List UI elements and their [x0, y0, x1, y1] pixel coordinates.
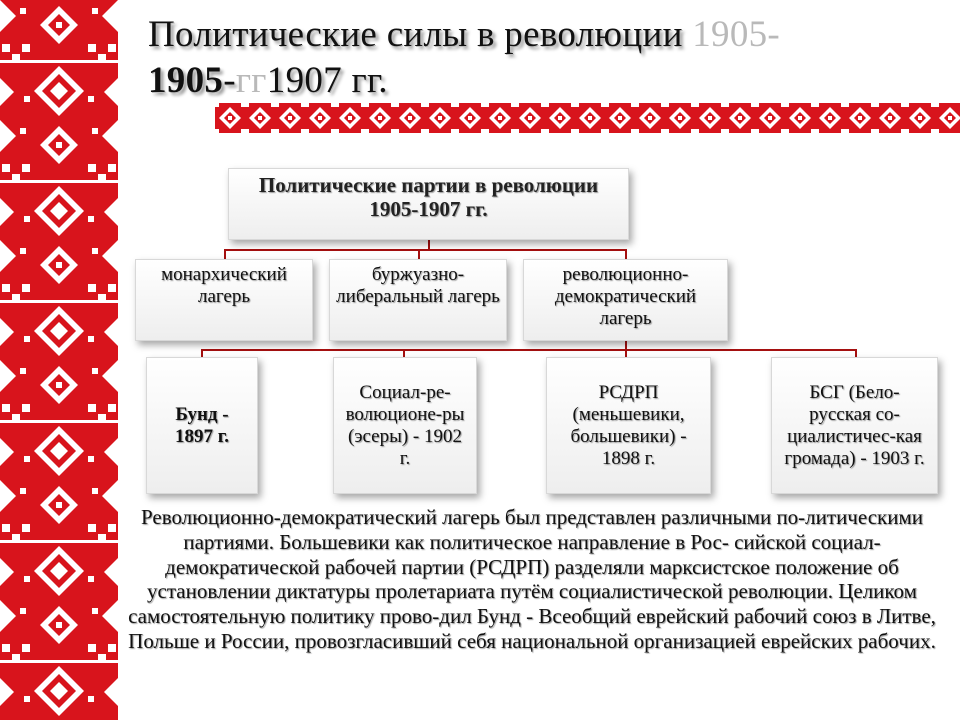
horizontal-ornament-band: [215, 103, 960, 133]
connector-camp-2: [418, 249, 420, 259]
title-ghost-suffix: гг: [235, 60, 267, 101]
party-label: БСГ (Бело-русская со-циалистичес-кая громада) - 1903 г.: [784, 381, 925, 469]
body-paragraph: Революционно-демократический лагерь был представлен различными по-литическими партиями. Большевики как политическое направление в Рос- сийской социал-демократической рабочей партии (РСДРП) разделяли марксистское положение об установлении диктатуры пролетариата путём социалистической революции. Целиком самостоятельную политику прово-дил Бунд - Всеобщий еврейский рабочий союз в Литве, Польше и России, провозгласивший себя национальной организацией еврейских рабочих.: [128, 505, 936, 653]
title-separator: -: [223, 60, 236, 101]
title-year-end: 1907 гг.: [266, 60, 388, 101]
title-year-start: 1905: [148, 60, 224, 101]
camp-label: буржуазно-либеральный лагерь: [336, 264, 500, 307]
connector-camp-3: [625, 249, 627, 259]
party-box-bsg: [771, 357, 938, 494]
title-line-1: Политические силы в революции: [148, 14, 683, 55]
party-box-bund: [146, 357, 258, 494]
party-box-rsdrp: [546, 357, 711, 494]
connector-parties-horizontal: [201, 349, 857, 351]
title-ghost-year: 1905-: [692, 14, 781, 55]
party-box-sr: [333, 357, 477, 494]
camp-label: монархический лагерь: [161, 264, 287, 307]
diagram-root-label: Политические партии в революции 1905-1907 гг.: [258, 173, 599, 221]
connector-party-3: [625, 349, 627, 357]
connector-party-4: [855, 349, 857, 357]
camp-label: революционно-демократический лагерь: [554, 264, 697, 329]
diagram-root-box: [228, 168, 629, 240]
party-label: РСДРП (меньшевики, большевики) - 1898 г.: [570, 381, 687, 469]
party-label: Социал-ре-волюционе-ры (эсеры) - 1902 г.: [345, 381, 465, 469]
camp-box-liberal: [329, 259, 507, 341]
connector-party-1: [201, 349, 203, 357]
party-label: Бунд - 1897 г.: [175, 403, 229, 447]
left-ornament-pattern: [0, 0, 118, 720]
connector-camps-horizontal: [224, 249, 627, 251]
camp-box-revolutionary: [523, 259, 728, 341]
slide-title: [148, 12, 938, 104]
connector-party-2: [403, 349, 405, 357]
connector-camp-1: [224, 249, 226, 259]
camp-box-monarchist: [135, 259, 313, 341]
